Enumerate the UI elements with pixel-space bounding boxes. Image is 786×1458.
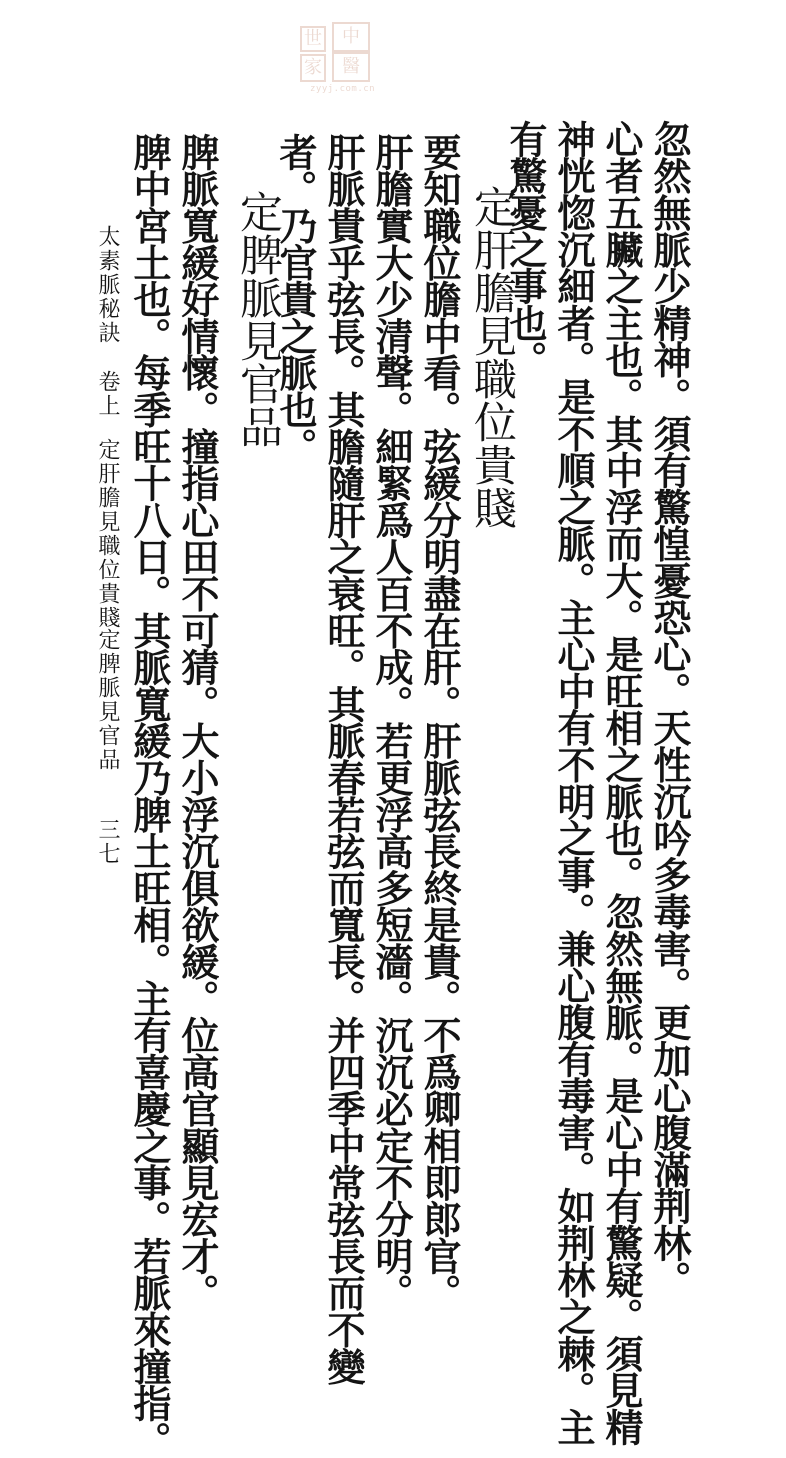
watermark-char: 家 (300, 54, 326, 82)
section-heading-liver-gallbladder: 定肝膽見職位貴賤 (467, 185, 517, 529)
section-heading-spleen: 定脾脈見官品 (233, 190, 283, 448)
text-column-2: 心者五臟之主也。其中浮而大。是旺相之脈也。忽然無脈。是心中有驚疑。須見精 (599, 120, 644, 1445)
verse-column-2: 肝膽實大少清聲。細緊爲人百不成。若更浮高多短濇。沉沉必定不分明。 (369, 133, 414, 1311)
text-column-1: 忽然無脈少精神。須有驚惶憂恐心。天性沉吟多毒害。更加心腹滿荆林。 (647, 120, 692, 1298)
watermark-char: 中 (332, 22, 370, 52)
watermark-char: 世 (300, 26, 326, 52)
watermark-url: zyyj.com.cn (310, 84, 376, 94)
text-column-4: 有驚憂之事也。 (503, 120, 548, 378)
footer-volume: 卷上 (95, 370, 120, 418)
footer-book-title: 太素脈秘訣 (95, 225, 120, 345)
commentary-column-2: 者。乃官貴之脈也。 (273, 133, 318, 465)
text-column-3: 神恍惚沉細者。是不順之脈。主心中有不明之事。兼心腹有毒害。如荆林之棘。主 (551, 120, 596, 1445)
verse-column-1: 要知職位膽中看。弦緩分明盡在肝。肝脈弦長終是貴。不爲卿相即郎官。 (417, 133, 462, 1311)
footer-section-1: 定肝膽見職位貴賤 (95, 438, 120, 630)
footer-section-2: 定脾脈見官品 (95, 628, 120, 772)
commentary-column-1: 肝脈貴乎弦長。其膽隨肝之衰旺。其脈春若弦而寬長。并四季中常弦長而不變 (321, 133, 366, 1385)
verse-column-3: 脾脈寬緩好情懷。撞指心田不可猜。大小浮沉俱欲緩。位高官顯見宏才。 (175, 133, 220, 1311)
watermark-char: 醫 (332, 52, 370, 82)
commentary-column-3: 脾中宮土也。每季旺十八日。其脈寬緩乃脾土旺相。主有喜慶之事。若脈來撞指。 (127, 133, 172, 1458)
page-number: 三七 (95, 818, 120, 866)
watermark-seal (292, 20, 378, 94)
